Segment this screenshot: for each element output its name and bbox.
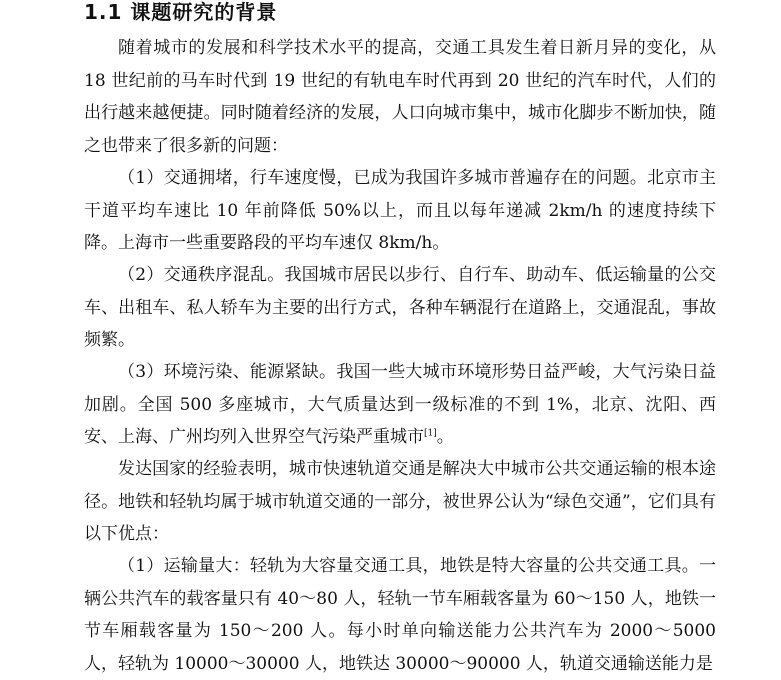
section-title: 课题研究的背景 [130, 0, 278, 24]
paragraph-intro: 随着城市的发展和科学技术水平的提高，交通工具发生着日新月异的变化，从 18 世纪前的马车时代到 19 世纪的有轨电车时代再到 20 世纪的汽车时代，人们的出行越来越便捷。同时随着经济的发展，人口向城市集中，城市化脚步不断加快，随之也带来了很多新的问题： [84, 38, 716, 156]
paragraph-problem-traffic-jam: （1）交通拥堵，行车速度慢，已成为我国许多城市普遍存在的问题。北京市主干道平均车速比 10 年前降低 50%以上，而且以每年递减 2km/h 的速度持续下降。上海市一些重要路段的平均车速仅 8km/h。 [84, 168, 716, 253]
paragraph-rail-transit: 发达国家的经验表明，城市快速轨道交通是解决大中城市公共交通运输的根本途径。地铁和轻轨均属于城市轨道交通的一部分，被世界公认为“绿色交通”，它们具有以下优点： [84, 459, 716, 544]
paragraph-advantage-capacity: （1）运输量大：轻轨为大容量交通工具，地铁是特大容量的公共交通工具。一辆公共汽车的载客量只有 40～80 人，轻轨一节车厢载客量为 60～150 人，地铁一节车厢载客量为 150～200 人。每小时单向输送能力公共汽车为 2000～5000 人，轻轨为 10000～30000 人，地铁达 30000～90000 人，轨道交通输送能力是 [84, 556, 716, 674]
citation-marker: [1] [424, 428, 437, 439]
paragraph-problem-traffic-disorder: （2）交通秩序混乱。我国城市居民以步行、自行车、助动车、低运输量的公交车、出租车、私人轿车为主要的出行方式，各种车辆混行在道路上，交通混乱，事故频繁。 [84, 265, 716, 350]
pollution-text: （3）环境污染、能源紧缺。我国一些大城市环境形势日益严峻，大气污染日益加剧。全国 500 多座城市，大气质量达到一级标准的不到 1%，北京、沈阳、西安、上海、广州均列入世界空气污染严重城市 [84, 362, 716, 447]
pollution-end: 。 [436, 427, 454, 447]
section-heading [84, 0, 277, 24]
paragraph-problem-pollution [84, 356, 716, 454]
section-number: 1.1 [84, 0, 123, 24]
